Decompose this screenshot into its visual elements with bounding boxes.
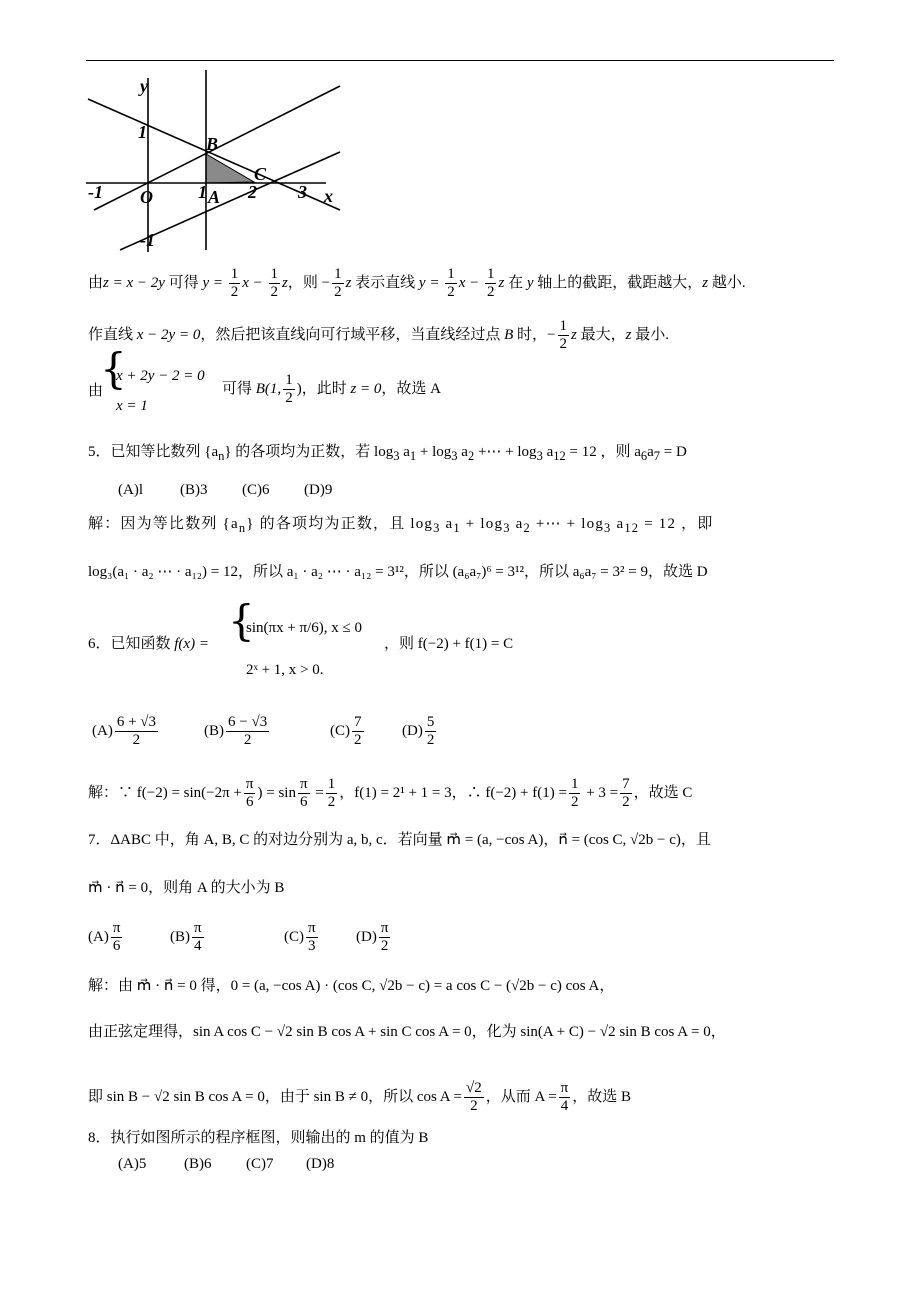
feasible-region-graph: [86, 70, 346, 252]
q7-solution-2: 由正弦定理得，sin A cos C − √2 sin B cos A + sin C cos A = 0，化为 sin(A + C) − √2 sin B cos A = 0，: [88, 1024, 726, 1040]
frac-half: $\frac{1}{2}$: [334, 266, 342, 300]
frac-half: $\frac{1}{2}$: [447, 266, 455, 300]
frac-half: $\frac{1}{2}$: [559, 318, 567, 352]
label-1x: 1: [198, 182, 207, 202]
system-eq2: x = 1: [116, 398, 148, 414]
q7-option-b: (B) $\frac{\pi}{4}$: [170, 920, 202, 954]
header-rule: [86, 60, 834, 61]
label-3x: 3: [298, 182, 307, 202]
frac-half: $\frac{1}{2}$: [285, 372, 293, 406]
q7-option-d: (D) $\frac{\pi}{2}$: [356, 920, 389, 954]
label-origin: O: [140, 187, 153, 207]
q8-option-b: (B)6: [184, 1156, 212, 1172]
label-C: C: [254, 164, 267, 184]
label-neg1x: -1: [88, 182, 103, 202]
q5-option-a: (A)l: [118, 482, 143, 498]
q5-solution-1: 解：因为等比数列 $\{a_n\}$ 的各项均为正数，且 $\log_3 a_1 + \log_3 a_2$ +⋯ + $\log_3 a_{12} = 12$ ，即: [88, 516, 714, 535]
q6-option-c: (C) $\frac{7}{2}$: [330, 714, 362, 748]
p4-line3: 可得 B(1, $\frac{1}{2}$ )，此时 z = 0，故选 A: [222, 372, 442, 406]
label-2x: 2: [248, 182, 257, 202]
label-1y: 1: [138, 122, 147, 142]
q6-option-d: (D) $\frac{5}{2}$: [402, 714, 435, 748]
q7-solution-1: 解：由 m⃗ · n⃗ = 0 得，0 = (a, −cos A) · (cos C, √2b − c) = a cos C − (√2b − c) cos A，: [88, 978, 615, 994]
q8-option-d: (D)8: [306, 1156, 335, 1172]
p4-line2: 作直线 x − 2y = 0，然后把该直线向可行域平移，当直线经过点 B 时，− $\frac{1}{2}$ z 最大，z 最小.: [88, 318, 669, 352]
q6-stem-c: ，则 f(−2) + f(1) = C: [384, 636, 514, 652]
label-B: B: [206, 134, 219, 154]
system-eq1: x + 2y − 2 = 0: [116, 368, 205, 384]
p4-line1: 由z = x − 2y 可得 y = $\frac{1}{2}$ x − $\frac{1}{2}$ z，则 − $\frac{1}{2}$ z 表示直线 y = $\frac{1}{2}$ x − $\frac{1}{2}$ z 在 y 轴上的截距，截距越大，z 越小.: [88, 266, 746, 300]
q5-option-d: (D)9: [304, 482, 333, 498]
q7-stem-1: 7．ΔABC 中，角 A, B, C 的对边分别为 a, b, c．若向量 m⃗ = (a, −cos A)，n⃗ = (cos C, √2b − c)，且: [88, 832, 711, 848]
q6-option-a: (A) $\frac{6 + √3}{2}$: [92, 714, 157, 748]
frac-half: $\frac{1}{2}$: [230, 266, 239, 300]
label-A: A: [208, 187, 221, 207]
p4-system-prefix: 由: [88, 383, 104, 399]
q6-option-b: (B) $\frac{6 - √3}{2}$: [204, 714, 268, 748]
q5-option-b: (B)3: [180, 482, 208, 498]
label-x: x: [324, 186, 333, 206]
frac-half: $\frac{1}{2}$: [486, 266, 495, 300]
q7-stem-2: m⃗ · n⃗ = 0，则角 A 的大小为 B: [88, 880, 285, 896]
q6-solution: 解：∵ f(−2) = sin(−2π + $\frac{\pi}{6}$ ) = sin $\frac{\pi}{6}$ = $\frac{1}{2}$ ，f(1) = 2¹ + 1 = 3，∴ f(−2) + f(1) = $\frac{1}{2}$ + 3 = $\frac{7}{2}$ ，故选 C: [88, 776, 693, 810]
q6-case1: sin(πx + π/6), x ≤ 0: [246, 620, 363, 636]
q5-option-c: (C)6: [242, 482, 270, 498]
q7-option-c: (C) $\frac{\pi}{3}$: [284, 920, 316, 954]
q7-option-a: (A) $\frac{\pi}{6}$: [88, 920, 121, 954]
piecewise-brace: {: [228, 596, 255, 645]
q8-option-a: (A)5: [118, 1156, 147, 1172]
label-y: y: [140, 76, 148, 96]
q6-stem-a: 6．已知函数 f(x) =: [88, 636, 209, 652]
q7-solution-3: 即 sin B − √2 sin B cos A = 0，由于 sin B ≠ 0，所以 cos A = $\frac{√2}{2}$ ，从而 A = $\frac{\pi}{4}$ ，故选 B: [88, 1080, 632, 1114]
q8-stem: 8．执行如图所示的程序框图，则输出的 m 的值为 B: [88, 1130, 429, 1146]
q6-case2: 2ˣ + 1, x > 0.: [246, 662, 324, 678]
label-neg1y: -1: [140, 230, 155, 250]
q8-option-c: (C)7: [246, 1156, 274, 1172]
frac-half: $\frac{1}{2}$: [270, 266, 278, 300]
system-brace: {: [100, 344, 127, 393]
q5-solution-2: log₃(a₁ · a₂ ⋯ · a₁₂) = 12，所以 a₁ · a₂ ⋯ · a₁₂ = 3¹²，所以 (a₆a₇)⁶ = 3¹²，所以 a₆a₇ = 3² = 9，故选 D: [88, 564, 708, 580]
q5-stem: 5．已知等比数列 $\{a_n\}$ 的各项均为正数，若 $\log_3 a_1 + \log_3 a_2$ +⋯ + $\log_3 a_{12} = 12$ ，则 $a_6a_7 = D$: [88, 444, 687, 463]
